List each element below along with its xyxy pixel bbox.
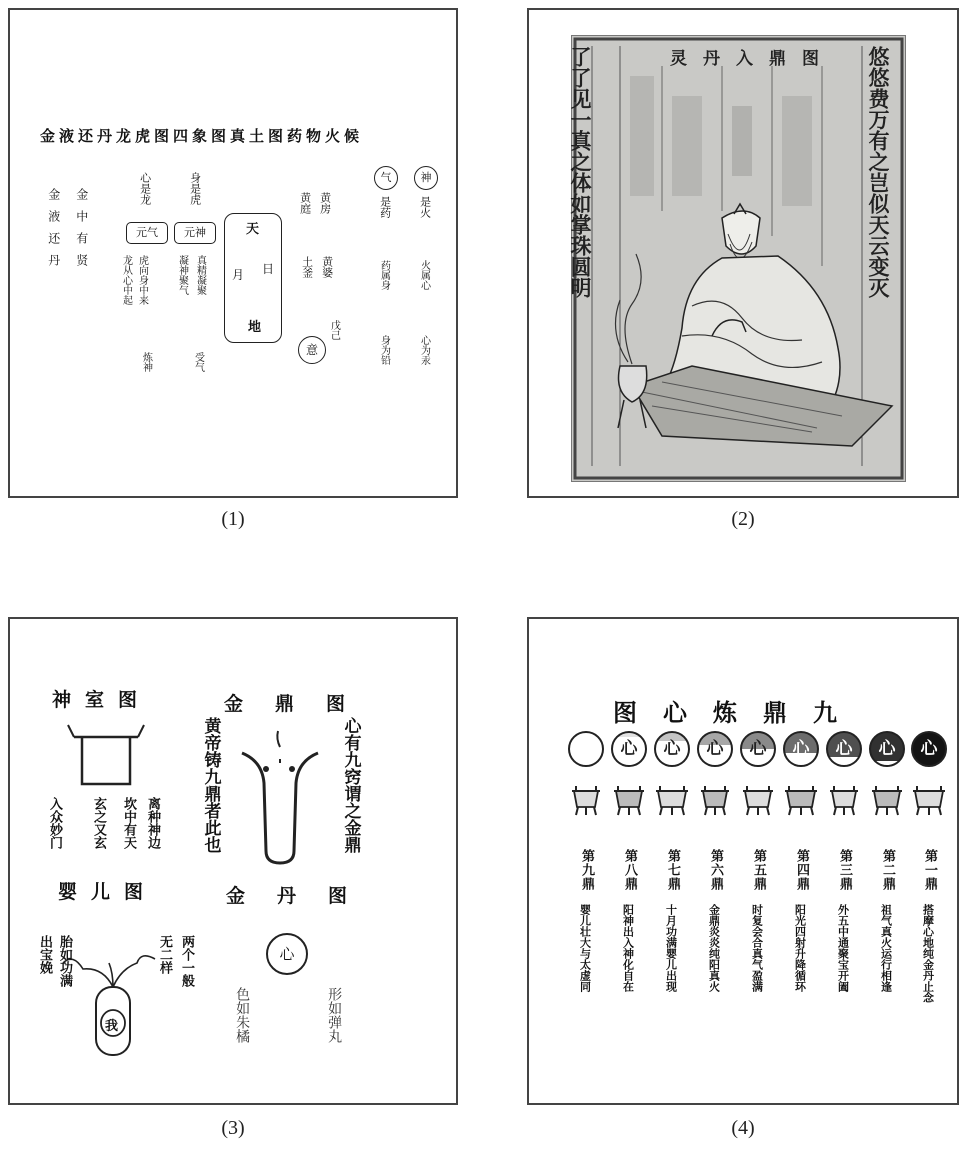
stage-body-9: 婴儿壮大与太虚同 <box>578 904 592 992</box>
stage-heading-8: 第八鼎 <box>621 849 637 891</box>
shenshi-col-1: 离种神边 <box>144 797 160 849</box>
tian-label: 天 <box>246 222 260 237</box>
yao-shu-shen-label: 药属身 <box>378 260 390 290</box>
stage-heading-5: 第五鼎 <box>750 849 766 891</box>
qi-circle: 气 <box>374 166 398 190</box>
woodblock-page <box>568 35 906 482</box>
panel-1-title: 金液还丹龙虎图四象图真土图药物火候 <box>40 127 364 145</box>
panel-2-woodblock <box>527 8 959 498</box>
stage-body-7: 十月功满婴儿出现 <box>664 904 678 992</box>
cauldron-stage-8 <box>614 786 644 815</box>
panel-1-diagram <box>8 8 458 498</box>
stage-body-4: 阳光四射升降循环 <box>793 904 807 992</box>
jindan-shape-text: 形如弹丸 <box>326 987 343 1043</box>
yuanshen-box: 元神 <box>174 222 216 244</box>
stage-body-6: 金鼎炎炎纯阳真火 <box>707 904 721 992</box>
panel-2-right-verse: 悠悠费万有之岂似天云变灭 <box>866 46 891 298</box>
huangpo-label: 黄婆 <box>320 256 334 278</box>
yue-label: 月 <box>232 268 245 282</box>
stage-heading-7: 第七鼎 <box>664 849 680 891</box>
heart-circle-stage-8: 心 <box>611 731 647 767</box>
cauldron-stage-7 <box>656 786 688 815</box>
yinger-title: 婴儿图 <box>58 881 158 903</box>
xin-wei-gong-label: 心为汞 <box>418 335 430 365</box>
stage-heading-2: 第二鼎 <box>879 849 895 891</box>
panel-3-diagrams <box>8 617 458 1105</box>
shen-circle: 神 <box>414 166 438 190</box>
yinger-left-col-1: 胎如功满 <box>56 935 72 987</box>
caption-2: (2) <box>731 508 755 530</box>
yinger-right-col-2: 无二样 <box>156 935 172 974</box>
cauldron-stage-4 <box>785 786 817 815</box>
jinding-right-text: 心有九窍谓之金鼎 <box>340 717 361 853</box>
shi-yao-label: 是药 <box>378 196 392 218</box>
wuji-label: 戊己 <box>328 320 340 340</box>
shenshi-col-4: 入众妙门 <box>46 797 62 849</box>
cauldron-stage-6 <box>701 786 729 815</box>
shen-wei-qian-label: 身为铅 <box>378 335 390 365</box>
stage-heading-4: 第四鼎 <box>793 849 809 891</box>
cauldron-stage-2 <box>872 786 902 815</box>
stage-body-1: 搭摩心地纯金丹止念 <box>921 904 935 1003</box>
jinding-title: 金鼎图 <box>224 693 378 715</box>
panel-2-title: 灵丹入鼎图 <box>670 49 835 69</box>
caption-3: (3) <box>221 1117 245 1139</box>
heart-circle-stage-3: 心 <box>826 731 862 767</box>
shenshi-title: 神室图 <box>52 689 152 711</box>
stage-body-5: 时复会合真气盈满 <box>750 904 764 992</box>
left-bottom-col-2: 虎向身中来 <box>136 255 148 305</box>
shenshi-col-2: 坎中有天 <box>120 797 136 849</box>
yi-circle: 意 <box>298 336 326 364</box>
heart-circle-stage-2: 心 <box>869 731 905 767</box>
caption-1: (1) <box>221 508 245 530</box>
stage-heading-6: 第六鼎 <box>707 849 723 891</box>
stage-body-3: 外五中通聚宝开阖 <box>836 904 850 992</box>
xin-shi-long-label: 心是龙 <box>138 172 152 205</box>
jinding-left-text: 黄帝铸九鼎者此也 <box>200 717 221 853</box>
left-bottom-col-4: 真精凝聚 <box>194 255 206 295</box>
huangfang-label: 黄房 <box>318 192 332 214</box>
shi-huo-label: 是火 <box>418 196 432 218</box>
stage-body-8: 阳神出入神化自在 <box>621 904 635 992</box>
heart-circle-stage-1: 心 <box>911 731 947 767</box>
yinger-right-col-1: 两个一般 <box>178 935 194 987</box>
yuanqi-box: 元气 <box>126 222 168 244</box>
cauldron-stage-3 <box>830 786 858 815</box>
heart-circle-stage-7: 心 <box>654 731 690 767</box>
jindan-color-text: 色如朱橘 <box>234 987 251 1043</box>
lian-shen-label: 炼神 <box>140 352 152 372</box>
shen-shi-hu-label: 身是虎 <box>188 172 202 205</box>
cauldron-stage-9 <box>572 786 600 815</box>
left-bottom-col-3: 凝神聚气 <box>176 255 188 295</box>
heart-circle-stage-6: 心 <box>697 731 733 767</box>
stage-heading-9: 第九鼎 <box>578 849 594 891</box>
cauldron-stage-5 <box>743 786 773 815</box>
stage-body-2: 祖气真火运行相逢 <box>879 904 893 992</box>
shou-qi-label: 受气 <box>192 352 204 372</box>
panel-2-left-verse: 了了见一真之体如掌珠圆明 <box>568 46 593 298</box>
heart-circle-stage-5: 心 <box>740 731 776 767</box>
jindan-xin-circle: 心 <box>266 933 308 975</box>
cauldron-stage-1 <box>913 786 945 815</box>
jinzhong-column: 金中有贤 <box>74 188 89 276</box>
di-label: 地 <box>248 320 262 335</box>
stage-heading-3: 第三鼎 <box>836 849 852 891</box>
caption-4: (4) <box>731 1117 755 1139</box>
left-bottom-col-1: 龙从心中起 <box>120 255 132 305</box>
panel-4-title: 九鼎炼心图 <box>613 698 863 727</box>
heart-circle-stage-4: 心 <box>783 731 819 767</box>
stage-heading-1: 第一鼎 <box>921 849 937 891</box>
yinger-left-col-2: 出宝娩 <box>36 935 52 974</box>
sage-figure-illustration <box>568 36 905 481</box>
tufu-label: 土釜 <box>300 256 314 278</box>
jinye-huandan-column: 金液还丹 <box>46 188 61 276</box>
ri-label: 日 <box>262 262 275 276</box>
jindan-title: 金丹图 <box>226 885 380 907</box>
shenshi-col-3: 玄之又玄 <box>90 797 106 849</box>
huangting-label: 黄庭 <box>298 192 312 214</box>
panel-4-nine-cauldrons <box>527 617 959 1105</box>
huo-shu-xin-label: 火属心 <box>418 260 430 290</box>
wo-label: 我 <box>105 1019 119 1034</box>
